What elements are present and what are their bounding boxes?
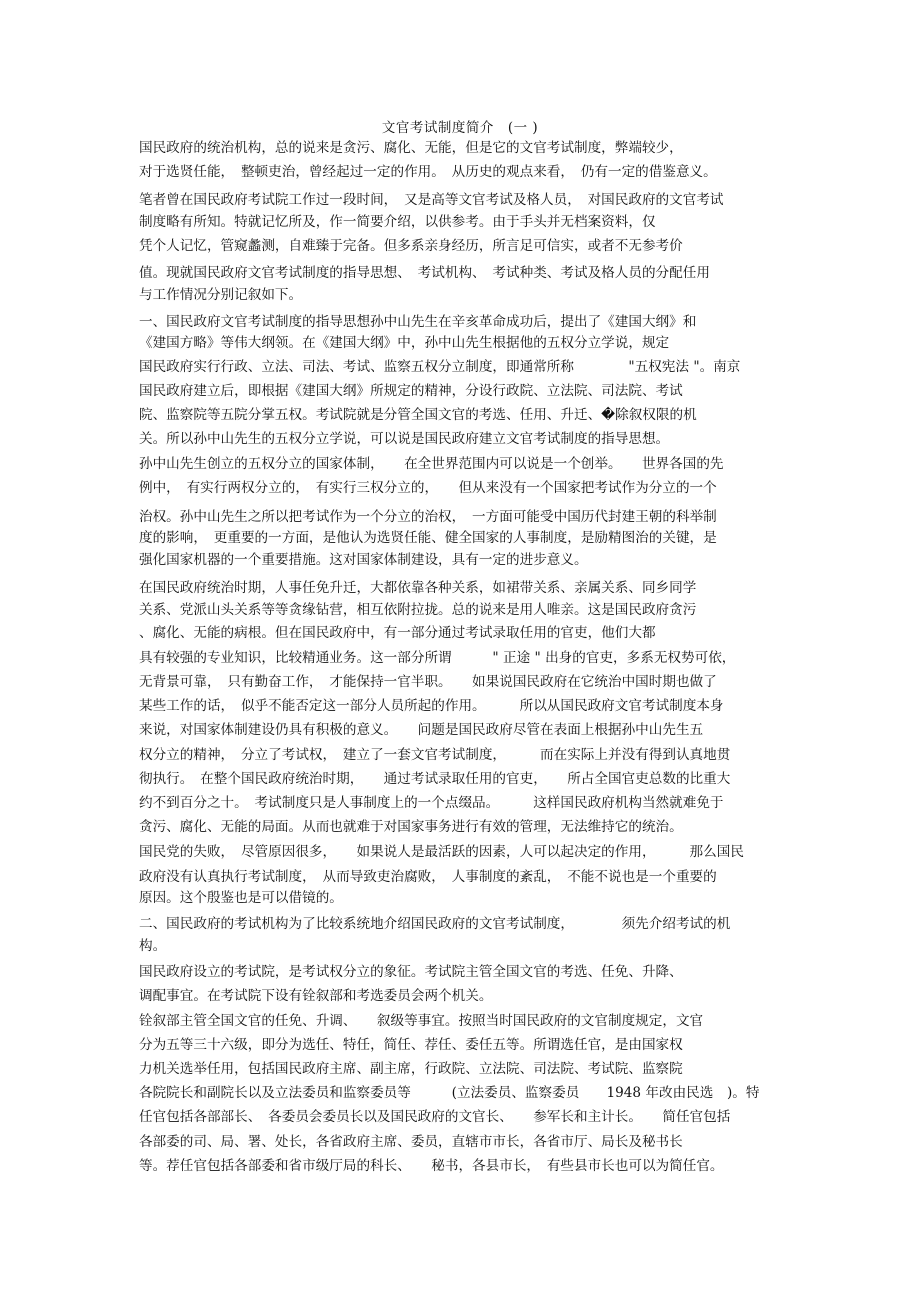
text-line: 国民党的失败， 尽管原因很多， 如果说人是最活跃的因素，人可以起决定的作用， 那么国民 [139,844,744,860]
text-line: 院、监察院等五院分掌五权。考试院就是分管全国文官的考选、任用、升迁、�除叙权限的机 [139,407,697,423]
text-line: 国民政府实行行政、立法、司法、考试、监察五权分立制度，即通常所称 "五权宪法 "。南京 [139,359,741,375]
text-line: 治权。孙中山先生之所以把考试作为一个分立的治权， 一方面可能受中国历代封建王朝的科举制 [139,509,717,525]
text-line: 在国民政府统治时期，人事任免升迁，大都依靠各种关系，如裙带关系、亲属关系、同乡同学 [139,580,697,596]
text-line: 二、国民政府的考试机构为了比较系统地介绍国民政府的文官考试制度， 须先介绍考试的机 [139,916,731,932]
text-line: 一、国民政府文官考试制度的指导思想孙中山先生在辛亥革命成功后，提出了《建国大纲》和 [139,314,697,330]
text-line: 某些工作的话， 似乎不能否定这一部分人员所起的作用。 所以从国民政府文官考试制度本身 [139,698,724,714]
text-line: 等。荐任官包括各部委和省市级厅局的科长、 秘书，各县市长， 有些县市长也可以为简任官。 [139,1158,724,1174]
text-line: 分为五等三十六级，即分为选任、特任，简任、荐任、委任五等。所谓选任官，是由国家权 [139,1037,683,1053]
text-line: 具有较强的专业知识，比较精通业务。这一部分所谓 " 正途 " 出身的官吏，多系无权势可依， [139,650,736,666]
text-line: 凭个人记忆，管窥蠡测，自难臻于完备。但多系亲身经历，所言足可信实，或者不无参考价 [139,238,683,254]
text-line: 关。所以孙中山先生的五权分立学说，可以说是国民政府建立文官考试制度的指导思想。 [139,431,670,447]
text-line: 构。 [139,938,167,954]
text-line: 对于选贤任能， 整顿吏治，曾经起过一定的作用。 从历史的观点来看， 仍有一定的借鉴意义。 [139,164,717,180]
text-line: 国民政府设立的考试院，是考试权分立的象征。考试院主管全国文官的考选、任免、升降、 [139,964,683,980]
text-line: 任官包括各部部长、 各委员会委员长以及国民政府的文官长、 参军长和主计长。 简任官包括 [139,1109,731,1125]
document-title: 文官考试制度简介 (一 ) [381,120,539,136]
text-line: 贪污、腐化、无能的局面。从而也就难于对国家事务进行有效的管理，无法维持它的统治。 [139,819,683,835]
text-line: 孙中山先生创立的五权分立的国家体制， 在全世界范围内可以说是一个创举。 世界各国的先 [139,456,724,472]
text-line: 各院院长和副院长以及立法委员和监察委员等 (立法委员、监察委员 1948 年改由民选 )。特 [139,1085,760,1101]
text-line: 制度略有所知。特就记忆所及，作一简要介绍，以供参考。由于手头并无档案资料，仅 [139,214,656,230]
text-line: 各部委的司、局、署、处长，各省政府主席、委员，直辖市市长，各省市厅、局长及秘书长 [139,1134,683,1150]
text-line: 度的影响， 更重要的一方面，是他认为选贤任能、健全国家的人事制度，是励精图治的关键，是 [139,530,717,546]
text-line: 彻执行。 在整个国民政府统治时期， 通过考试录取任用的官吏， 所占全国官吏总数的比重大 [139,771,731,787]
text-line: 强化国家机器的一个重要措施。这对国家体制建设，具有一定的进步意义。 [139,552,588,568]
text-line: 国民政府建立后，即根据《建国大纲》所规定的精神，分设行政院、立法院、司法院、考试 [139,383,683,399]
text-line: 约不到百分之十。 考试制度只是人事制度上的一个点缀品。 这样国民政府机构当然就难免于 [139,795,724,811]
text-line: 铨叙部主管全国文官的任免、升调、 叙级等事宜。按照当时国民政府的文官制度规定，文官 [139,1013,704,1029]
text-line: 力机关选举任用，包括国民政府主席、副主席，行政院、立法院、司法院、考试院、监察院 [139,1061,683,1077]
text-line: 政府没有认真执行考试制度， 从而导致吏治腐败， 人事制度的紊乱， 不能不说也是一个重要的 [139,869,717,885]
text-line: 原因。这个殷鉴也是可以借镜的。 [139,890,343,906]
text-line: 笔者曾在国民政府考试院工作过一段时间， 又是高等文官考试及格人员， 对国民政府的文官考试 [139,192,724,208]
text-line: 来说，对国家体制建设仍具有积极的意义。 问题是国民政府尽管在表面上根据孙中山先生五 [139,722,704,738]
text-line: 《建国方略》等伟大纲领。在《建国大纲》中，孙中山先生根据他的五权分立学说，规定 [139,335,670,351]
text-line: 权分立的精神， 分立了考试权， 建立了一套文官考试制度， 而在实际上并没有得到认真地贯 [139,747,731,763]
text-line: 调配事宜。在考试院下设有铨叙部和考选委员会两个机关。 [139,988,493,1004]
text-line: 与工作情况分别记叙如下。 [139,287,303,303]
text-line: 、腐化、无能的病根。但在国民政府中，有一部分通过考试录取任用的官吏，他们大都 [139,625,656,641]
text-line: 国民政府的统治机构，总的说来是贪污、腐化、无能，但是它的文官考试制度，弊端较少， [139,140,683,156]
text-line: 无背景可靠， 只有勤奋工作， 才能保持一官半职。 如果说国民政府在它统治中国时期也做了 [139,674,717,690]
text-line: 例中， 有实行两权分立的， 有实行三权分立的， 但从来没有一个国家把考试作为分立的一个 [139,480,717,496]
text-line: 关系、党派山头关系等等贪缘钻营，相互依附拉拢。总的说来是用人唯亲。这是国民政府贪污 [139,602,697,618]
text-line: 值。现就国民政府文官考试制度的指导思想、 考试机构、 考试种类、考试及格人员的分配任用 [139,265,710,281]
